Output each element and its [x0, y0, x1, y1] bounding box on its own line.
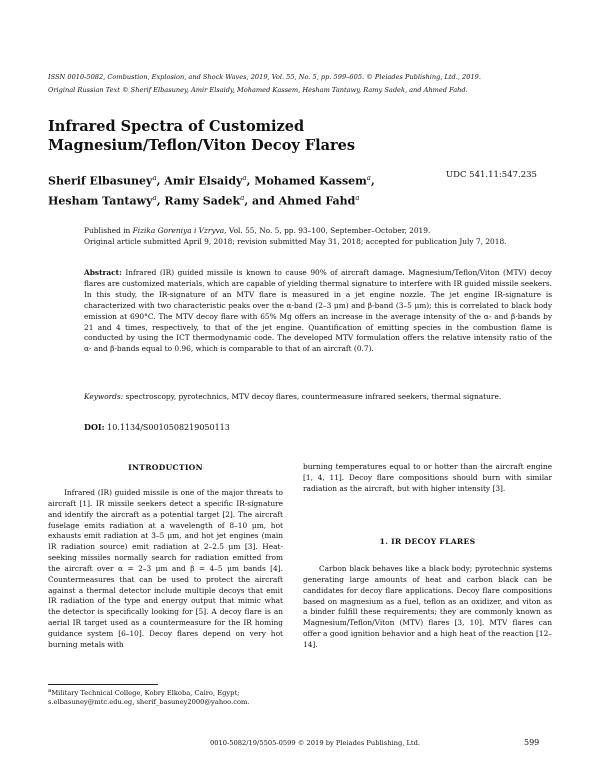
- ir-decoy-flares-paragraph: Carbon black behaves like a black body; pyrotechnic systems generating large amounts of heat and carbon black can be candidates for decoy flare applications. Decoy flare compositions based on magnesium as a fuel, teflon as an oxidizer, and viton as a binder fulfill these requirements; they are commonly known as Magnesium/Teflon/Viton (MTV) flares [3, 10]. MTV flares can offer a good ignition behavior and a high heat of the reaction [12–14].: [303, 564, 552, 649]
- keywords: [84, 392, 552, 403]
- affiliation-mark: a: [366, 174, 371, 182]
- affiliation-footnote: [48, 687, 288, 707]
- author-list: [48, 170, 408, 209]
- doi-link[interactable]: 10.1134/S0010508219050113: [107, 423, 230, 432]
- author-name: Ramy Sadek: [164, 194, 241, 208]
- abstract: [84, 268, 552, 355]
- abstract-label: Abstract:: [84, 268, 122, 277]
- author-name: Sherif Elbasuney: [48, 174, 153, 188]
- publication-info: [84, 226, 552, 248]
- published-in-line: Published in Fizika Goreniya i Vzryva, Vol. 55, No. 5, pp. 93–100, September–October, 2019.: [84, 226, 431, 235]
- introduction-paragraph: Infrared (IR) guided missile is one of the major threats to aircraft [1]. IR missile seekers detect a specific IR-signature and identify the aircraft as a potential target [2]. The aircraft fuselage emits radiation at a wavelength of 8–10 μm, hot exhausts emit radiation at 3–5 μm, and hot jet engines (main IR radiation source) emit radiation at 2–2.5 μm [3]. Heat-seeking missiles normally search for radiation emitted from the aircraft over α = 2–3 μm and β = 4–5 μm bands [4]. Countermeasures that can be used to protect the aircraft against a thermal detector include multiple decoys that emit IR radiation of the type and energy output that mimic what the detector is specifically looking for [5]. A decoy flare is an aerial IR target used as a countermeasure for the IR homing guidance system [6–10]. Decoy flares depend on very hot burning metals with: [48, 488, 283, 649]
- affiliation-mark: a: [355, 193, 360, 202]
- submission-dates: Original article submitted April 9, 2018; revision submitted May 31, 2018; accepted for publication July 7, 2018.: [84, 236, 507, 246]
- author-name: Hesham Tantawy: [48, 194, 153, 208]
- footnote-marker: a: [48, 688, 52, 694]
- article-title: [48, 117, 408, 155]
- author-name: and Ahmed Fahd: [252, 194, 356, 208]
- original-text-line: Original Russian Text © Sherif Elbasuney, Amir Elsaidy, Mohamed Kassem, Hesham Tantawy, Ramy Sadek, and Ahmed Fahd.: [48, 86, 468, 94]
- continued-paragraph: burning temperatures equal to or hotter than the aircraft engine [1, 4, 11]. Decoy flare compositions should burn with similar radiation as the aircraft, but with higher intensity [3].: [303, 462, 552, 493]
- title-line-2: Magnesium/Teflon/Viton Decoy Flares: [48, 137, 356, 154]
- section-heading-ir-decoy-flares: 1. IR DECOY FLARES: [379, 537, 476, 546]
- affiliation-mark: a: [152, 174, 157, 182]
- udc-code: UDC 541.11:547.235: [446, 170, 537, 180]
- title-line-1: Infrared Spectra of Customized: [48, 118, 305, 135]
- affiliation-mark: a: [152, 193, 157, 202]
- copyright-footer: 0010-5082/19/5505-0599 © 2019 by Pleiades Publishing, Ltd.: [210, 739, 421, 747]
- author-name: Amir Elsaidy: [164, 174, 243, 188]
- abstract-text: Infrared (IR) guided missile is known to cause 90% of aircraft damage. Magnesium/Teflon/Viton (MTV) decoy flares are customized materials, which are capable of yielding thermal signature to interfere with IR guided missile seekers. In this study, the IR-signature of an MTV flare is measured in a jet engine nozzle. The jet engine IR-signature is characterized with two characteristic peaks over the α-band (2–3 μm) and β-band (3–5 μm); this is correlated to black body emission at 690°C. The MTV decoy flare with 65% Mg offers an increase in the average intensity of the α- and β-bands by 21 and 4 times, respectively, to that of the jet engine. Quantification of emitting species in the combustion flame is conducted by using the ICT thermodynamic code. The developed MTV formulation offers the relative intensity ratio of the α- and β-bands equal to 0.96, which is comparable to that of an aircraft (0.7).: [84, 268, 552, 354]
- footnote-rule: [48, 684, 158, 685]
- footnote-emails: s.elbasuney@mtc.edu.eg, sherif_basuney2000@yahoo.com.: [48, 698, 250, 707]
- affiliation-mark: a: [242, 174, 247, 182]
- author-name: Mohamed Kassem: [254, 174, 367, 188]
- page-number: 599: [524, 738, 540, 747]
- keywords-text: spectroscopy, pyrotechnics, MTV decoy flares, countermeasure infrared seekers, thermal signature.: [125, 392, 502, 401]
- section-heading-introduction: INTRODUCTION: [128, 463, 203, 472]
- affiliation-mark: a: [240, 193, 245, 202]
- author-line-1: Sherif Elbasuney$^a$, Amir Elsaidy$^a$, Mohamed Kassem$^a$,: [48, 174, 375, 188]
- keywords-label: Keywords:: [84, 392, 124, 401]
- author-line-2: Hesham Tantawy$^a$, Ramy Sadek$^a$, and Ahmed Fahd$^a$: [48, 193, 360, 208]
- source-journal: Fizika Goreniya i Vzryva: [132, 226, 225, 235]
- doi: [84, 422, 552, 433]
- journal-header-line: ISSN 0010-5082, Combustion, Explosion, and Shock Waves, 2019, Vol. 55, No. 5, pp. 599–605. © Pleiades Publishing, Ltd., 2019.: [48, 73, 481, 81]
- doi-label: DOI:: [84, 422, 105, 432]
- footnote-line-1: $^a$Military Technical College, Kobry Elkoba, Cairo, Egypt;: [48, 688, 240, 698]
